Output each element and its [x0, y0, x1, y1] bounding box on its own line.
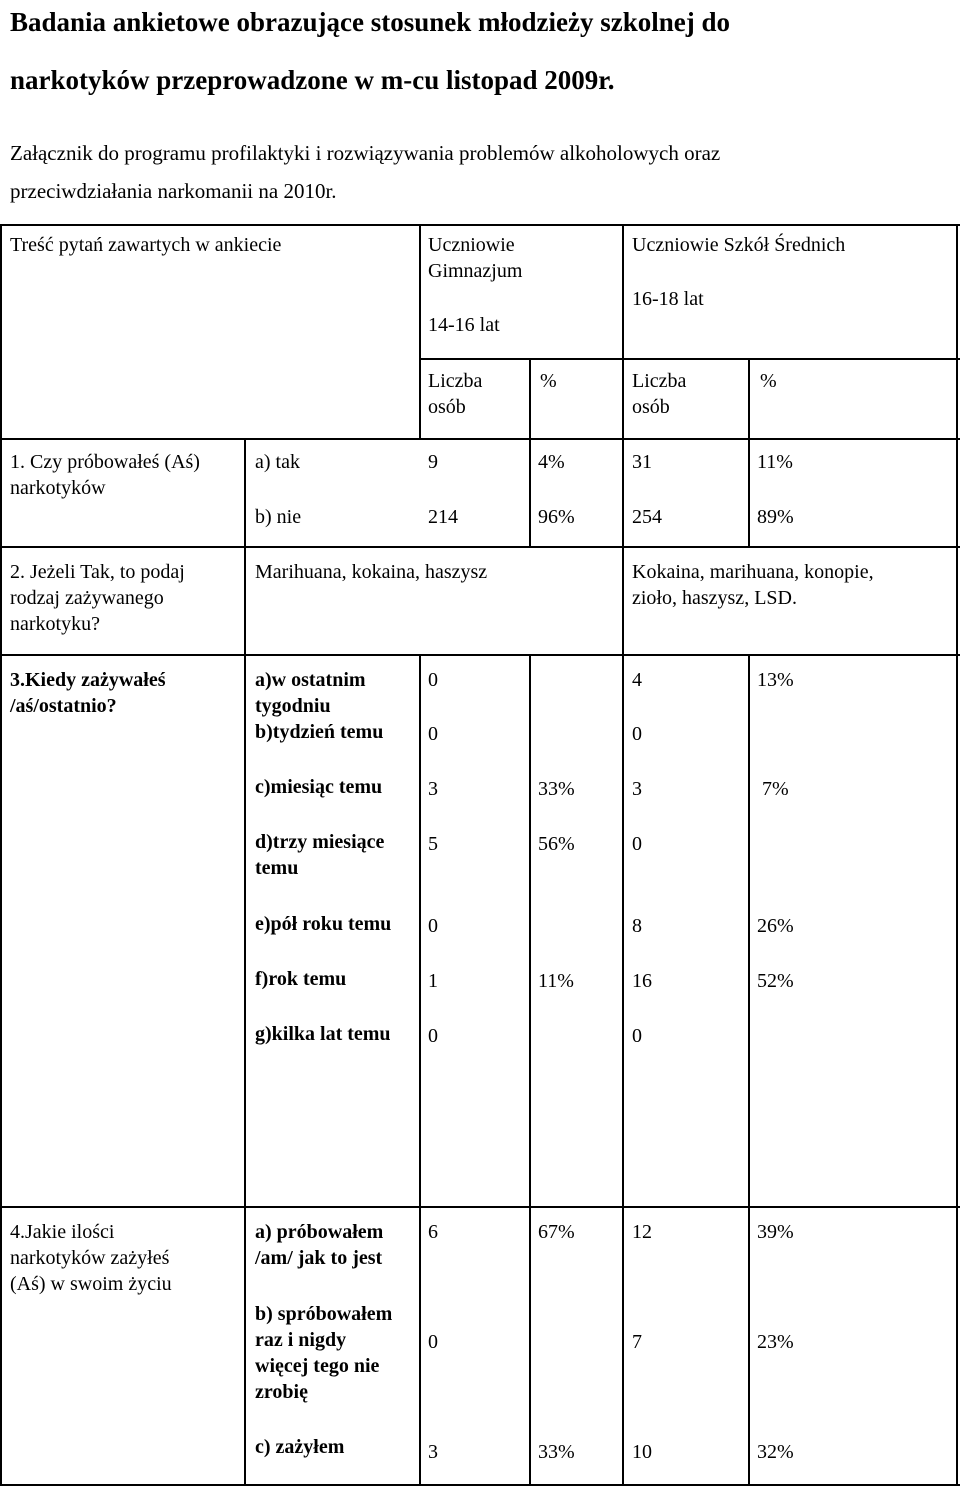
q2-gim-answer: Marihuana, kokaina, haszysz	[255, 561, 488, 583]
q3-answer-f: f)rok temu	[255, 968, 347, 990]
col-divider	[529, 358, 531, 546]
q1-b-sr-pct: 89%	[757, 506, 794, 528]
q3-e-sr-pct: 26%	[757, 915, 794, 937]
q1-a-sr-pct: 11%	[757, 451, 793, 473]
q2-line3: narkotyku?	[10, 613, 100, 635]
col-divider	[419, 224, 421, 440]
q3-line2: /aś/ostatnio?	[10, 695, 117, 717]
q3-answer-b: b)tydzień temu	[255, 721, 384, 743]
q4-a-gim-count: 6	[428, 1221, 438, 1243]
q1-a-sr-count: 31	[632, 451, 652, 473]
q3-f-gim-count: 1	[428, 970, 438, 992]
q1-b-gim-count: 214	[428, 506, 458, 528]
q4-line2: narkotyków zażyłeś	[10, 1247, 170, 1269]
q3-a-line1: a)w ostatnim	[255, 669, 366, 691]
subtitle-line-2: przeciwdziałania narkomanii na 2010r.	[10, 179, 337, 203]
q3-a-sr-pct: 13%	[757, 669, 794, 691]
col-divider	[244, 438, 246, 1486]
header-sr-percent: %	[760, 370, 777, 392]
header-gim-line2: Gimnazjum	[428, 260, 523, 282]
q3-answer-a	[255, 667, 366, 719]
q4-answer-c: c) zażyłem	[255, 1436, 345, 1458]
q4-b-line3: więcej tego nie	[255, 1355, 380, 1377]
q4-c-sr-pct: 32%	[757, 1441, 794, 1463]
q3-c-gim-pct: 33%	[538, 778, 575, 800]
header-sr-age: 16-18 lat	[632, 288, 704, 310]
col-divider	[748, 654, 750, 1486]
row-divider	[0, 546, 960, 548]
count-label: osób	[632, 396, 670, 418]
q3-answer-e: e)pół roku temu	[255, 913, 392, 935]
q3-a-sr-count: 4	[632, 669, 642, 691]
q1-b-sr-count: 254	[632, 506, 662, 528]
q2-line1: 2. Jeżeli Tak, to podaj	[10, 561, 185, 583]
q4-line3: (Aś) w swoim życiu	[10, 1273, 172, 1295]
q4-a-line2: /am/ jak to jest	[255, 1247, 383, 1269]
q2-sr-line2: zioło, haszysz, LSD.	[632, 587, 797, 609]
q3-answer-d	[255, 829, 384, 881]
q3-d-gim-pct: 56%	[538, 833, 575, 855]
col-divider	[748, 358, 750, 546]
header-gim-count	[428, 368, 482, 420]
q3-d-line1: d)trzy miesiące	[255, 831, 385, 853]
q3-answer-c: c)miesiąc temu	[255, 776, 383, 798]
header-sr-count	[632, 368, 686, 420]
col-divider	[419, 654, 421, 1486]
q2-line2: rodzaj zażywanego	[10, 587, 164, 609]
q1-answer-a: a) tak	[255, 451, 300, 473]
q1-b-gim-pct: 96%	[538, 506, 575, 528]
header-divider	[420, 358, 960, 360]
count-label: Liczba	[428, 370, 483, 392]
title-line-1: Badania ankietowe obrazujące stosunek młodzieży szkolnej do	[10, 7, 731, 37]
q4-question	[10, 1219, 172, 1297]
q4-a-gim-pct: 67%	[538, 1221, 575, 1243]
q3-line1: 3.Kiedy zażywałeś	[10, 669, 166, 691]
q3-c-sr-pct: 7%	[762, 778, 789, 800]
q4-answer-b	[255, 1301, 392, 1405]
q3-c-gim-count: 3	[428, 778, 438, 800]
row-divider	[0, 438, 960, 440]
q4-c-gim-pct: 33%	[538, 1441, 575, 1463]
q4-a-sr-pct: 39%	[757, 1221, 794, 1243]
q2-sr-line1: Kokaina, marihuana, konopie,	[632, 561, 874, 583]
row-divider	[0, 654, 960, 656]
q3-f-gim-pct: 11%	[538, 970, 574, 992]
table-border-right	[956, 224, 958, 1486]
q3-d-sr-count: 0	[632, 833, 642, 855]
q3-d-line2: temu	[255, 857, 299, 879]
q4-b-sr-count: 7	[632, 1331, 642, 1353]
q4-b-line4: zrobię	[255, 1381, 308, 1403]
subtitle-line-1: Załącznik do programu profilaktyki i rozwiązywania problemów alkoholowych oraz	[10, 141, 721, 165]
header-gim-age: 14-16 lat	[428, 314, 500, 336]
q4-line1: 4.Jakie ilości	[10, 1221, 115, 1243]
q1-line2: narkotyków	[10, 477, 106, 499]
q4-answer-a	[255, 1219, 383, 1271]
q3-b-gim-count: 0	[428, 723, 438, 745]
header-srednie	[632, 232, 845, 312]
q3-answer-g: g)kilka lat temu	[255, 1023, 391, 1045]
q2-question	[10, 559, 185, 637]
q1-question	[10, 449, 200, 501]
header-gim-percent: %	[540, 370, 557, 392]
q4-a-sr-count: 12	[632, 1221, 652, 1243]
q3-b-sr-count: 0	[632, 723, 642, 745]
q4-c-gim-count: 3	[428, 1441, 438, 1463]
q3-e-sr-count: 8	[632, 915, 642, 937]
q1-a-gim-count: 9	[428, 451, 438, 473]
q4-b-line1: b) spróbowałem	[255, 1303, 393, 1325]
q3-g-sr-count: 0	[632, 1025, 642, 1047]
row-divider	[0, 1206, 960, 1208]
q4-a-line1: a) próbowałem	[255, 1221, 384, 1243]
q4-b-line2: raz i nigdy	[255, 1329, 347, 1351]
q3-c-sr-count: 3	[632, 778, 642, 800]
q1-line1: 1. Czy próbowałeś (Aś)	[10, 451, 200, 473]
q3-e-gim-count: 0	[428, 915, 438, 937]
q3-question	[10, 667, 166, 719]
count-label: Liczba	[632, 370, 687, 392]
col-divider	[622, 224, 624, 1486]
col-divider	[529, 654, 531, 1486]
header-sr-line1: Uczniowie Szkół Średnich	[632, 234, 846, 256]
q4-b-gim-count: 0	[428, 1331, 438, 1353]
table-border-left	[0, 224, 2, 1486]
q3-f-sr-count: 16	[632, 970, 652, 992]
header-gimnazjum	[428, 232, 522, 338]
header-question: Treść pytań zawartych w ankiecie	[10, 234, 282, 256]
q4-c-sr-count: 10	[632, 1441, 652, 1463]
q2-sr-answer	[632, 559, 874, 611]
q4-b-sr-pct: 23%	[757, 1331, 794, 1353]
q3-a-gim-count: 0	[428, 669, 438, 691]
q3-d-gim-count: 5	[428, 833, 438, 855]
q1-a-gim-pct: 4%	[538, 451, 565, 473]
q3-f-sr-pct: 52%	[757, 970, 794, 992]
q1-answer-b: b) nie	[255, 506, 302, 528]
title-line-2: narkotyków przeprowadzone w m-cu listopad 2009r.	[10, 65, 615, 95]
q3-g-gim-count: 0	[428, 1025, 438, 1047]
table-border-bottom	[0, 1484, 960, 1486]
header-gim-line1: Uczniowie	[428, 234, 515, 256]
count-label: osób	[428, 396, 466, 418]
q3-a-line2: tygodniu	[255, 695, 331, 717]
table-border-top	[0, 224, 960, 226]
